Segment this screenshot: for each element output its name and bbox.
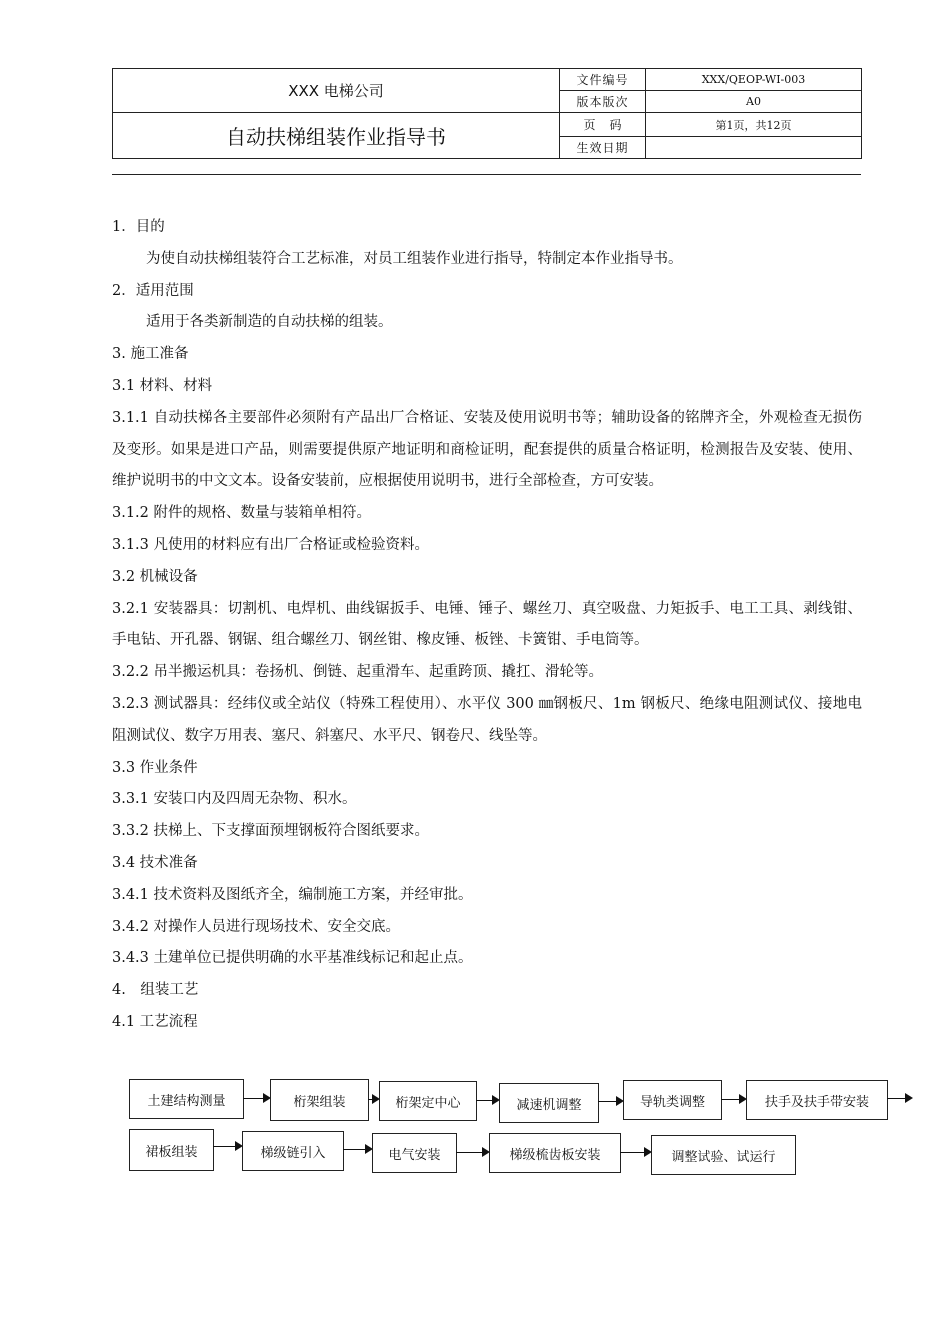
field-value-effective-date bbox=[646, 136, 862, 158]
field-label-page: 页码 bbox=[560, 113, 646, 136]
paragraph: 3.4.3 土建单位已提供明确的水平基准线标记和起止点。 bbox=[112, 950, 473, 967]
flow-step: 梯级链引入 bbox=[242, 1131, 344, 1171]
field-label-doc-number: 文件编号 bbox=[560, 69, 646, 91]
field-label-version: 版本版次 bbox=[560, 91, 646, 113]
subsection-heading: 3.4 技术准备 bbox=[112, 854, 198, 871]
section-heading: 2．适用范围 bbox=[112, 282, 194, 299]
paragraph: 3.1.3 凡使用的材料应有出厂合格证或检验资料。 bbox=[112, 536, 430, 553]
flow-step: 减速机调整 bbox=[499, 1083, 599, 1123]
field-label-effective-date: 生效日期 bbox=[560, 136, 646, 158]
document-body bbox=[112, 212, 862, 1039]
document-header-table bbox=[112, 68, 862, 159]
paragraph: 3.1.1 自动扶梯各主要部件必须附有产品出厂合格证、安装及使用说明书等；辅助设备的铭牌齐全，外观检查无损伤及变形。如果是进口产品，则需要提供原产地证明和商检证明，配套提供的质量合格证明，检测报告及安装、使用、维护说明书的中文文本。设备安装前，应根据使用说明书，进行全部检查，方可安装。 bbox=[112, 409, 862, 490]
flow-step: 桁架定中心 bbox=[379, 1081, 477, 1121]
paragraph: 3.1.2 附件的规格、数量与装箱单相符。 bbox=[112, 505, 372, 522]
arrow-icon bbox=[243, 1098, 269, 1099]
document-title: 自动扶梯组装作业指导书 bbox=[113, 113, 560, 159]
paragraph: 3.4.2 对操作人员进行现场技术、安全交底。 bbox=[112, 918, 401, 935]
section-heading: 4. 组装工艺 bbox=[112, 982, 199, 999]
arrow-icon bbox=[598, 1101, 622, 1102]
section-heading: 3. 施工准备 bbox=[112, 346, 189, 363]
flow-step: 桁架组装 bbox=[270, 1079, 369, 1121]
flow-step: 土建结构测量 bbox=[129, 1079, 244, 1119]
flow-step: 扶手及扶手带安装 bbox=[746, 1080, 888, 1120]
field-value-version: A0 bbox=[646, 91, 862, 113]
section-text: 为使自动扶梯组装符合工艺标准，对员工组装作业进行指导，特制定本作业指导书。 bbox=[146, 250, 683, 267]
header-divider bbox=[112, 174, 861, 175]
paragraph: 3.2.2 吊半搬运机具：卷扬机、倒链、起重滑车、起重跨顶、撬扛、滑轮等。 bbox=[112, 664, 604, 681]
subsection-heading: 3.1 材料、材料 bbox=[112, 377, 213, 394]
arrow-icon bbox=[887, 1098, 911, 1099]
arrow-icon bbox=[213, 1146, 241, 1147]
paragraph: 3.2.1 安装器具：切割机、电焊机、曲线锯扳手、电锤、锤子、螺丝刀、真空吸盘、力矩扳手、电工工具、剥线钳、手电钻、开孔器、钢锯、组合螺丝刀、钢丝钳、橡皮锤、板锉、卡簧钳、手电筒等。 bbox=[112, 600, 862, 649]
field-value-page: 第1页，共12页 bbox=[646, 113, 862, 136]
flow-step: 调整试验、试运行 bbox=[651, 1135, 796, 1175]
arrow-icon bbox=[721, 1099, 745, 1100]
field-value-doc-number: XXX/QEOP-WI-003 bbox=[646, 69, 862, 91]
subsection-heading: 4.1 工艺流程 bbox=[112, 1013, 198, 1030]
flow-step: 导轨类调整 bbox=[623, 1080, 722, 1120]
company-name: XXX 电梯公司 bbox=[113, 69, 560, 113]
subsection-heading: 3.3 作业条件 bbox=[112, 759, 198, 776]
arrow-icon bbox=[456, 1152, 488, 1153]
arrow-icon bbox=[343, 1149, 371, 1150]
section-text: 适用于各类新制造的自动扶梯的组装。 bbox=[146, 314, 393, 331]
paragraph: 3.4.1 技术资料及图纸齐全，编制施工方案，并经审批。 bbox=[112, 886, 473, 903]
paragraph: 3.2.3 测试器具：经纬仪或全站仪（特殊工程使用）、水平仪 300 ㎜钢板尺、1m 钢板尺、绝缘电阻测试仪、接地电阻测试仪、数字万用表、塞尺、斜塞尺、水平尺、钢卷尺、线坠等。 bbox=[112, 695, 862, 744]
arrow-icon bbox=[476, 1100, 498, 1101]
flow-step: 梯级梳齿板安装 bbox=[489, 1133, 621, 1173]
arrow-icon bbox=[620, 1152, 650, 1153]
paragraph: 3.3.2 扶梯上、下支撑面预埋钢板符合图纸要求。 bbox=[112, 823, 430, 840]
arrow-icon bbox=[368, 1099, 378, 1100]
flow-step: 裙板组装 bbox=[129, 1129, 214, 1171]
paragraph: 3.3.1 安装口内及四周无杂物、积水。 bbox=[112, 791, 357, 808]
subsection-heading: 3.2 机械设备 bbox=[112, 568, 198, 585]
section-heading: 1．目的 bbox=[112, 219, 165, 235]
flow-step: 电气安装 bbox=[372, 1133, 457, 1173]
